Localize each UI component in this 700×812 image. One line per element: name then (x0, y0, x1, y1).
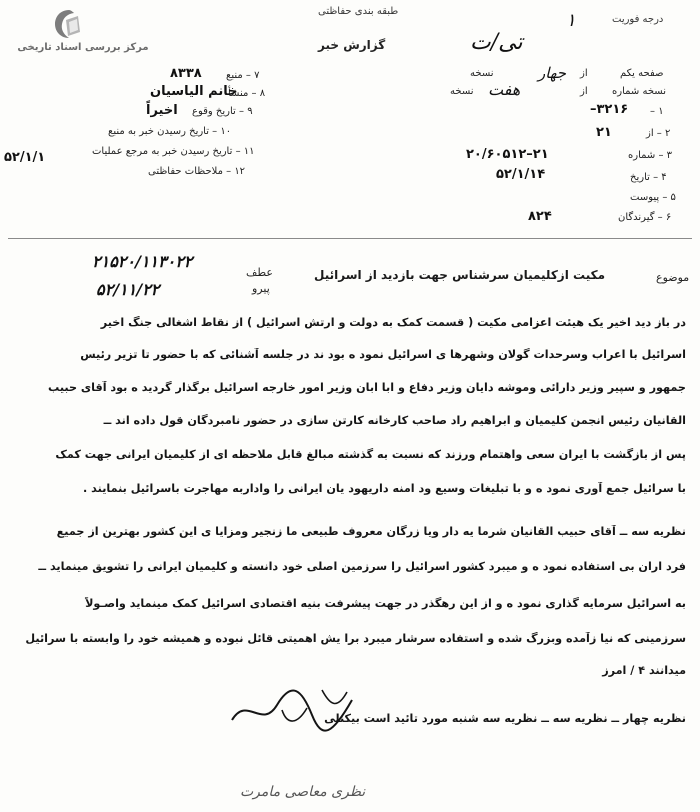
form-title: گزارش خبر (318, 38, 386, 52)
field-7-value: ۸۳۳۸ (170, 66, 202, 81)
copy-count-handwritten: هفت (488, 80, 521, 99)
body-line: اسرائیل با اعراب وسرحدات گولان وشهرها ی اسرائیل نمود ه بود ند در جلسه آشنائی که با حضور تا تزیر رئیس (80, 348, 686, 361)
followup-label: پیرو (252, 282, 270, 295)
field-2-value: ۲۱ (596, 125, 612, 140)
body-line: نظریه سه ــ آقای حبیب القانیان شرما یه دار ویا زرگان معروف طبیعی ما زنجیر ومزایا ی این کشور بهترین از جمیع (56, 525, 686, 538)
field-1: ۱ – (650, 106, 664, 117)
field-6-recipients: ۶ – گیرندگان (618, 212, 672, 223)
field-copy-of: از (580, 86, 588, 97)
field-6-value: ۸۲۴ (528, 209, 552, 224)
body-line: جمهور و سپیر وزیر دارائی وموشه دایان وزیر دفاع و ابا ابان وزیر امور خارجه اسرائیل برگذار گردید ه بود آقای حبیب (47, 381, 686, 394)
field-5-attachment: ۵ – پیوست (630, 192, 676, 203)
field-4-date: ۴ – تاریخ (630, 172, 667, 183)
field-9-value: اخیراً (146, 103, 178, 118)
field-9-event-date: ۹ – تاریخ وقوع (192, 106, 253, 117)
field-copy-total: نسخه (450, 86, 474, 97)
field-page: صفحه یکم (620, 68, 664, 79)
archive-logo (8, 8, 158, 68)
field-page-total: نسخه (470, 68, 494, 79)
secrecy-label: طبقه بندی حفاظتی (318, 6, 399, 17)
field-3-value: ۲۱–۲۰/۶۰۵۱۲ (466, 147, 549, 162)
page-count-handwritten: جهار (538, 64, 567, 82)
subject-label: موضوع (656, 271, 690, 284)
body-line: در باز دید اخیر یک هیئت اعزامی مکیت ( قسمت کمک به دولت و ارتش اسرائیل ) از نقاط اشغالی جنگ اخیر (100, 316, 686, 329)
body-line: نظریه چهار ــ نظریه سه ــ نظریه سه شنبه مورد تائید است بیکنلی (324, 712, 686, 725)
field-4-value: ۵۲/۱/۱۴ (496, 167, 546, 182)
reference-label: عطف (246, 266, 273, 279)
field-11-value: ۵۲/۱/۱ (4, 150, 46, 165)
field-page-of: از (580, 68, 588, 79)
signature-scrawl (222, 680, 372, 740)
subject-text: مکیت ازکلیمیان سرشناس جهت بازدید از اسرائیل (314, 268, 606, 282)
field-10-date-to-source: ۱۰ – تاریخ رسیدن خبر به منبع (108, 126, 232, 137)
archive-emblem-icon (52, 8, 86, 40)
field-copy-number: نسخه شماره (612, 86, 666, 97)
divider-line (8, 238, 692, 239)
bottom-handwritten-note: نظری معاصی مامرت (240, 784, 366, 800)
field-3-number: ۳ – شماره (628, 150, 673, 161)
top-handwritten-scrawl: تی/ت (470, 30, 523, 55)
urgency-label: درجه فوریت (612, 14, 664, 25)
field-2-from: ۲ – از (646, 128, 671, 139)
body-line: القانیان رئیس انجمن کلیمیان و ابراهیم راد صاحب کارخانه کارتن سازی در حضور نامبردگان قول داده اند ــ (103, 414, 686, 427)
field-7-source: ۷ – منبع (226, 70, 260, 81)
body-line: میدانند ۴ / امرز (602, 664, 686, 677)
field-11-date-to-ops: ۱۱ – تاریخ رسیدن خبر به مرجع عملیات (92, 146, 255, 157)
archive-logo-text: مرکز بررسی اسناد تاریخی (17, 42, 149, 53)
body-line: به اسرائیل سرمایه گذاری نمود ه و از این رهگذر در جهت پیشرفت بنیه اقتصادی اسرائیل کمک مینماید واصـولاً (85, 597, 686, 610)
body-line: پس از بازگشت با ایران سعی واهتمام ورزند که نسبت به گذشته مبالغ قابل ملاحظه ای از کلیمیان ایرانی جهت کمک (55, 448, 686, 461)
body-line: فرد اران بی استفاده نمود ه و میبرد کشور اسرائیل را سرزمین اصلی خود دانسته و کلیمیان ایرانی را تشویق مینماید ــ (38, 560, 686, 573)
body-line: سرزمینی که نیا زآمده وبزرگ شده و استفاده سرشار میبرد برا یش اهمیتی قائل نبوده و همیشه خود را وابسته با سرائیل (25, 632, 686, 645)
body-line: با سرائیل جمع آوری نمود ه و با تبلیغات وسیع ود امنه داریهود یان ایرانی را واداربه مهاجرت باسرائیل بنمایند . (83, 482, 686, 495)
field-1-value: ۳۲۱۶– (590, 102, 629, 117)
urgency-mark: ۱ (566, 10, 576, 31)
reference-number-1: ۲۱۵۲۰/۱۱۳۰۲۲ (92, 252, 193, 271)
field-8-value: خانم الیاسیان (150, 84, 238, 99)
reference-number-2: ۵۲/۱۱/۲۲ (96, 280, 160, 299)
field-8-origin: ۸ – منشأ (228, 88, 266, 99)
field-12-security-notes: ۱۲ – ملاحظات حفاظتی (148, 166, 246, 177)
